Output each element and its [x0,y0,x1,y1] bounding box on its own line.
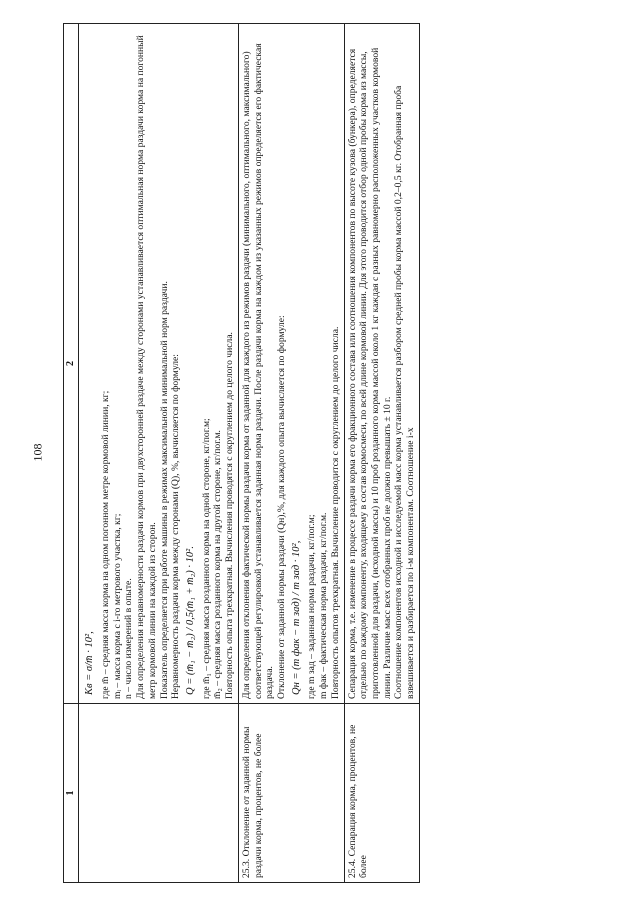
text-line: Сепарация корма, т.е. изменение в процессе раздачи корма его фракционного состава или соотношения компонентов по высоте кузова (бункера), определяется отдельно по каждому компоненту, входящему в состав кормосмеси, по всей длине кормовой линии. Для этого проводится отбор одной пробы корма из массы, приготовленной для раздачи, (исходной массы) и 10 проб розданного корма массой около 1 кг каждая с разных равномерно расположенных участков кормовой линии. Различие масс всех отобранных проб не должно превышать ± 10 г. [346,47,393,699]
text-line: n – число измерений в опыте. [123,578,135,699]
text-line: Повторность опытов трехкратная. Вычисление проводится с округлением до целого числа. [329,326,341,699]
page-number: 108 [30,443,45,462]
method-cell [79,24,239,704]
text-line: Соотношение компонентов исходной и исследуемой масс корма устанавливается разбором средней пробы корма массой 0,2–0,5 кг. Отобранная проба взвешивается и разбирается по i-м компонентам. Соотношение i-х [393,85,417,699]
param-cell: 25.3. Отклонение от заданной нормы раздачи корма, процентов, не более [238,704,344,883]
formula-kv: Kв = σ/m̄ · 10², [84,631,96,695]
text-line: m фак – фактическая норма раздачи, кг/пог.м. [318,512,330,699]
text-line: mᵢ – масса корма с i-го метрового участка, кг; [111,513,123,699]
method-cell [344,24,419,704]
text-line: m̄₂ – средняя масса розданного корма на другой стороне, кг/пог.м. [212,430,224,699]
text-line: Для определения отклонения фактической нормы раздачи корма от заданной для каждого из режимов раздачи (минимального, оптимального, максимального) соответствующей регулировкой устанавливается заданная норма раздачи. После раздачи корма на каждом из указанных режимов определяется его фактическая раздача. [240,43,276,699]
header-col-1: 1 [64,704,79,883]
table-row [344,24,419,883]
text-line: Неравномерность раздачи корма между сторонами (Q), %, вычисляется по формуле: [170,354,182,699]
text-line: где m̄ – средняя масса корма на одном погонном метре кормовой линии, кг; [99,390,111,699]
table-row [79,24,239,883]
method-cell [238,24,344,704]
table-header-row [64,24,79,883]
param-cell [79,704,239,883]
text-line: Показатель определяется при работе машины в режимах максимальной и минимальной норм раздачи. [158,281,170,699]
text-line: где m̄₁ – средняя масса розданного корма на одной стороне, кг/пог.м; [200,418,212,699]
header-col-2: 2 [64,24,79,704]
param-cell: 25.4. Сепарация корма, процентов, не более [344,704,419,883]
text-line: Повторность опыта трехкратная. Вычисления проводятся с округлением до целого числа. [224,332,236,699]
formula-qn: Qн = (m фак − m зад) / m зад · 10², [290,540,302,695]
rotated-page [45,0,565,905]
text-line: Отклонение от заданной нормы раздачи (Qн),%, для каждого опыта вычисляется по формуле: [275,315,287,699]
text-line: Для определения неравномерности раздачи кормов при двухсторонней раздаче между сторонами устанавливается оптимальная норма раздачи корма на погонный метр кормовой линии на каждой из сторон. [135,35,158,699]
formula-q: Q = (m̄₁ − m̄₂) / 0,5(m̄₁ + m̄₂) · 10². [184,546,196,695]
spec-table [63,23,420,883]
text-line: где m зад – заданная норма раздачи, кг/пог.м; [306,514,318,699]
table-row [238,24,344,883]
